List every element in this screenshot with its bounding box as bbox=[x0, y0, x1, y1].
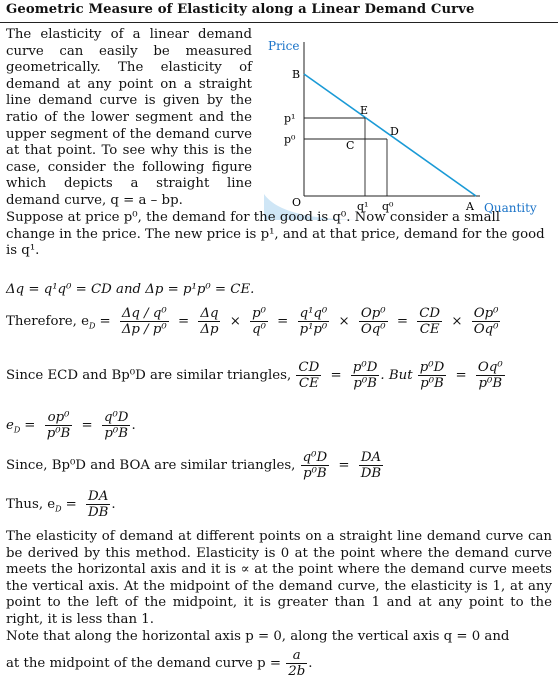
label-C: C bbox=[346, 139, 355, 152]
frac-relative-change: $\frac{\text{Δq / q⁰}}{\text{Δp / p⁰}}$ bbox=[121, 306, 167, 337]
label-D: D bbox=[390, 125, 399, 138]
frac-q1q0-p1p0: $\frac{\text{q¹q⁰}}{\text{p¹p⁰}}$ bbox=[299, 306, 328, 337]
label-O: O bbox=[292, 196, 302, 209]
elasticity-equation: Therefore, $e_D$ = $\frac{\text{Δq / q⁰}}{\text{Δp / p⁰}}$ = $\frac{\Delta q}{\Delta p}$ × $\frac{\text{p⁰}}{\text{q⁰}}$ = $\frac{\text{q¹q⁰}}{\text{p¹p⁰}}$ × $\frac{\text{Op⁰}}{\text{Oq⁰}}$ = $\frac{CD}{CE}$ × $\frac{\text{Op⁰}}{\text{Oq⁰}}$ bbox=[6, 306, 499, 337]
label-B: B bbox=[292, 68, 301, 81]
price-axis-label: Price bbox=[268, 39, 300, 53]
frac-dq-dp: $\frac{\Delta q}{\Delta p}$ bbox=[200, 306, 219, 337]
since2-label: Since, Bp⁰D and BOA are similar triangles, bbox=[6, 458, 296, 473]
frac-cd-ce-2: $\frac{CD}{CE}$ bbox=[298, 360, 320, 391]
but-label: . But bbox=[380, 368, 413, 383]
frac-p0d-p0b-2: $\frac{\text{p⁰D}}{\text{p⁰B}}$ bbox=[419, 360, 445, 391]
label-p1: p¹ bbox=[284, 112, 296, 125]
suppose-paragraph: Suppose at price p⁰, the demand for the good is q⁰. Now consider a small change in the price. The new price is p¹, and at that price, demand for the good is q¹. bbox=[6, 210, 545, 259]
frac-op0-oq0-2: $\frac{\text{Op⁰}}{\text{Oq⁰}}$ bbox=[473, 306, 499, 337]
thus-label: Thus, e bbox=[6, 497, 56, 512]
intro-paragraph: The elasticity of a linear demand curve can easily be measured geometrically. The elasticity of demand at any point on a straight line demand curve is given by the ratio of the lower segment and the upper segment of the demand curve at that point. To see why this is the case, consider the following figure which depicts a straight line demand curve, q = a – bp. bbox=[6, 27, 252, 208]
frac-oq0-p0b: $\frac{\text{Oq⁰}}{\text{p⁰B}}$ bbox=[477, 360, 503, 391]
label-q1: q¹ bbox=[357, 200, 369, 213]
demand-curve-figure bbox=[258, 34, 554, 220]
label-q0: q⁰ bbox=[382, 200, 394, 213]
note-paragraph bbox=[6, 629, 552, 679]
note-line-1: Note that along the horizontal axis p = 0, along the vertical axis q = 0 and bbox=[6, 629, 510, 644]
page-title: Geometric Measure of Elasticity along a Linear Demand Curve bbox=[6, 2, 475, 17]
frac-p0d-p0b: $\frac{\text{p⁰D}}{\text{p⁰B}}$ bbox=[352, 360, 378, 391]
similar-triangles-2: Since, Bp⁰D and BOA are similar triangles, $\frac{\text{q⁰D}}{\text{p⁰B}}$ = $\frac{DA}{DB}$ bbox=[6, 450, 382, 481]
frac-op0-p0b: $\frac{\text{op⁰}}{\text{p⁰B}}$ bbox=[46, 410, 71, 441]
frac-q0d-p0b-2: $\frac{\text{q⁰D}}{\text{p⁰B}}$ bbox=[302, 450, 328, 481]
frac-da-db: $\frac{DA}{DB}$ bbox=[360, 450, 382, 481]
midpoint-label: at the midpoint of the demand curve p = bbox=[6, 655, 282, 671]
delta-definition: Δq = q¹q⁰ = CD and Δp = p¹p⁰ = CE. bbox=[6, 282, 255, 297]
since1-label: Since ECD and Bp⁰D are similar triangles, bbox=[6, 368, 292, 383]
label-p0: p⁰ bbox=[284, 133, 296, 146]
note-line-2: at the midpoint of the demand curve p = $\frac{a}{2b}$ . bbox=[6, 647, 313, 679]
frac-a-2b: $\frac{a}{2b}$ bbox=[288, 647, 306, 679]
label-A: A bbox=[466, 200, 474, 213]
frac-cd-ce: $\frac{CD}{CE}$ bbox=[419, 306, 441, 337]
therefore-label: Therefore, e bbox=[6, 314, 90, 329]
label-E: E bbox=[360, 104, 369, 117]
elasticity-paragraph: The elasticity of demand at different points on a straight line demand curve can be derived by this method. Elasticity is 0 at the point where the demand curve meets the horizontal axis and it is ∝ at the point where the demand curve meets the vertical axis. At the midpoint of the demand curve, the elasticity is 1, at any point to the left of the midpoint, it is greater than 1 and at any point to the right, it is less than 1. bbox=[6, 529, 552, 627]
frac-q0d-p0b: $\frac{\text{q⁰D}}{\text{p⁰B}}$ bbox=[103, 410, 129, 441]
title-rule bbox=[0, 22, 558, 23]
similar-triangles-1: Since ECD and Bp⁰D are similar triangles, $\frac{CD}{CE}$ = $\frac{\text{p⁰D}}{\text{p⁰B}}$ . But $\frac{\text{p⁰D}}{\text{p⁰B}}$ = $\frac{\text{Oq⁰}}{\text{p⁰B}}$ bbox=[6, 360, 503, 391]
quantity-axis-label: Quantity bbox=[484, 201, 537, 215]
frac-p0-q0: $\frac{\text{p⁰}}{\text{q⁰}}$ bbox=[252, 306, 266, 337]
frac-op0-oq0: $\frac{\text{Op⁰}}{\text{Oq⁰}}$ bbox=[360, 306, 386, 337]
frac-da-db-2: $\frac{DA}{DB}$ bbox=[87, 489, 109, 520]
elasticity-ratio: $e_D$ = $\frac{\text{op⁰}}{\text{p⁰B}}$ = $\frac{\text{q⁰D}}{\text{p⁰B}}$ . bbox=[6, 410, 136, 441]
thus-equation: Thus, $e_D$ = $\frac{DA}{DB}$ . bbox=[6, 489, 116, 520]
